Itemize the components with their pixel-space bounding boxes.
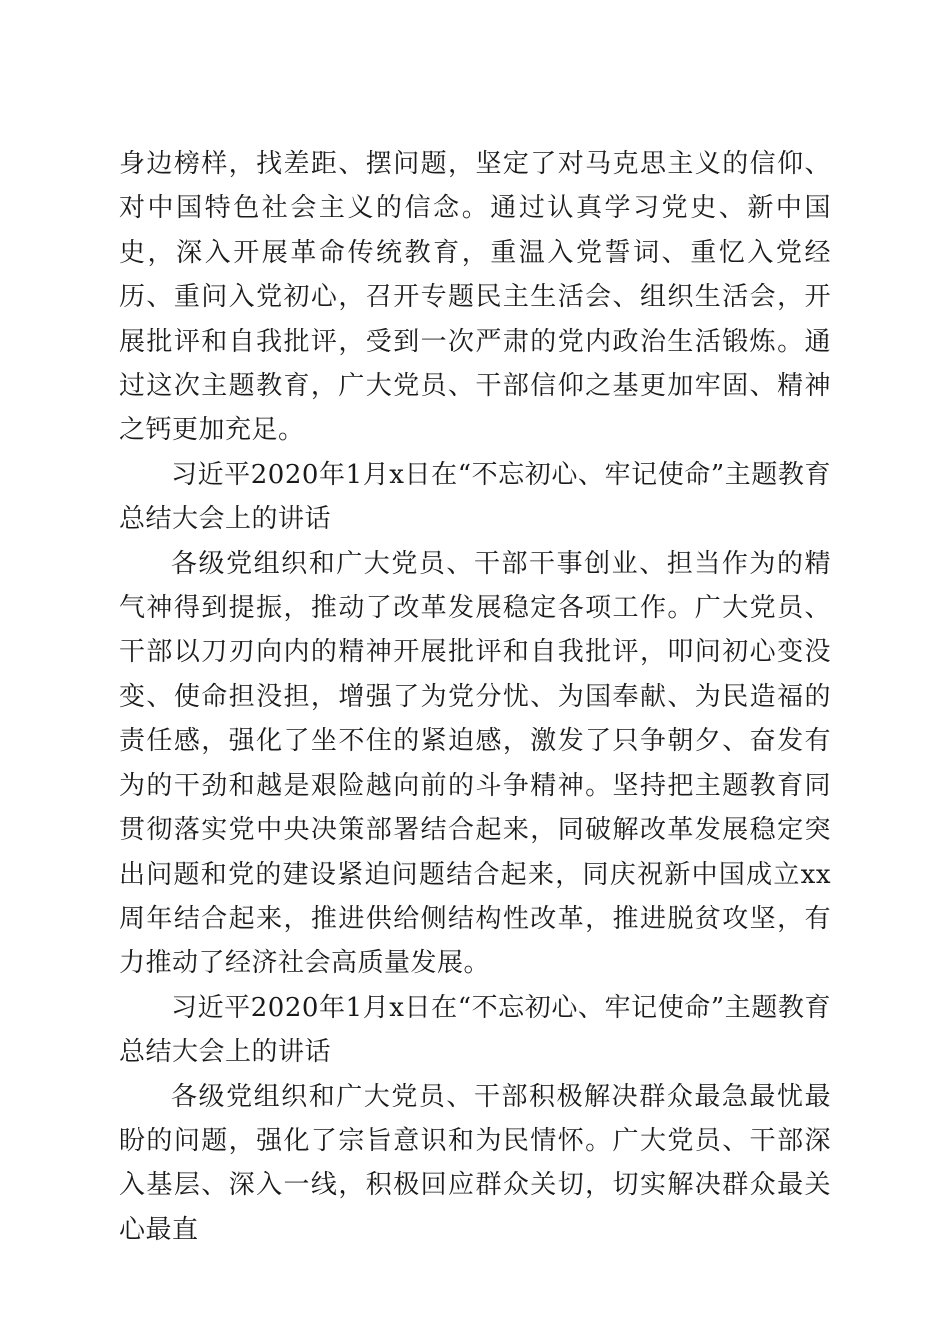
paragraph-body: 各级党组织和广大党员、干部干事创业、担当作为的精气神得到提振，推动了改革发展稳定各项工作。广大党员、干部以刀刃向内的精神开展批评和自我批评，叩问初心变没变、使命担没担，增强了为党分忧、为国奉献、为民造福的责任感，强化了坐不住的紧迫感，激发了只争朝夕、奋发有为的干劲和越是艰险越向前的斗争精神。坚持把主题教育同贯彻落实党中央决策部署结合起来，同破解改革发展稳定突出问题和党的建设紧迫问题结合起来，同庆祝新中国成立xx周年结合起来，推进供给侧结构性改革，推进脱贫攻坚，有力推动了经济社会高质量发展。 — [119, 548, 831, 979]
paragraph-source-citation: 习近平2020年1月x日在“不忘初心、牢记使命”主题教育总结大会上的讲话 — [119, 992, 831, 1068]
paragraph-continuation: 身边榜样，找差距、摆问题，坚定了对马克思主义的信仰、对中国特色社会主义的信念。通过认真学习党史、新中国史，深入开展革命传统教育，重温入党誓词、重忆入党经历、重问入党初心，召开专题民主生活会、组织生活会，开展批评和自我批评，受到一次严肃的党内政治生活锻炼。通过这次主题教育，广大党员、干部信仰之基更加牢固、精神之钙更加充足。 — [119, 149, 831, 446]
paragraph-source-citation: 习近平2020年1月x日在“不忘初心、牢记使命”主题教育总结大会上的讲话 — [119, 459, 831, 535]
paragraph-body: 各级党组织和广大党员、干部积极解决群众最急最忧最盼的问题，强化了宗旨意识和为民情怀。广大党员、干部深入基层、深入一线，积极回应群众关切，切实解决群众最关心最直 — [119, 1081, 831, 1245]
document-body — [119, 142, 831, 1252]
